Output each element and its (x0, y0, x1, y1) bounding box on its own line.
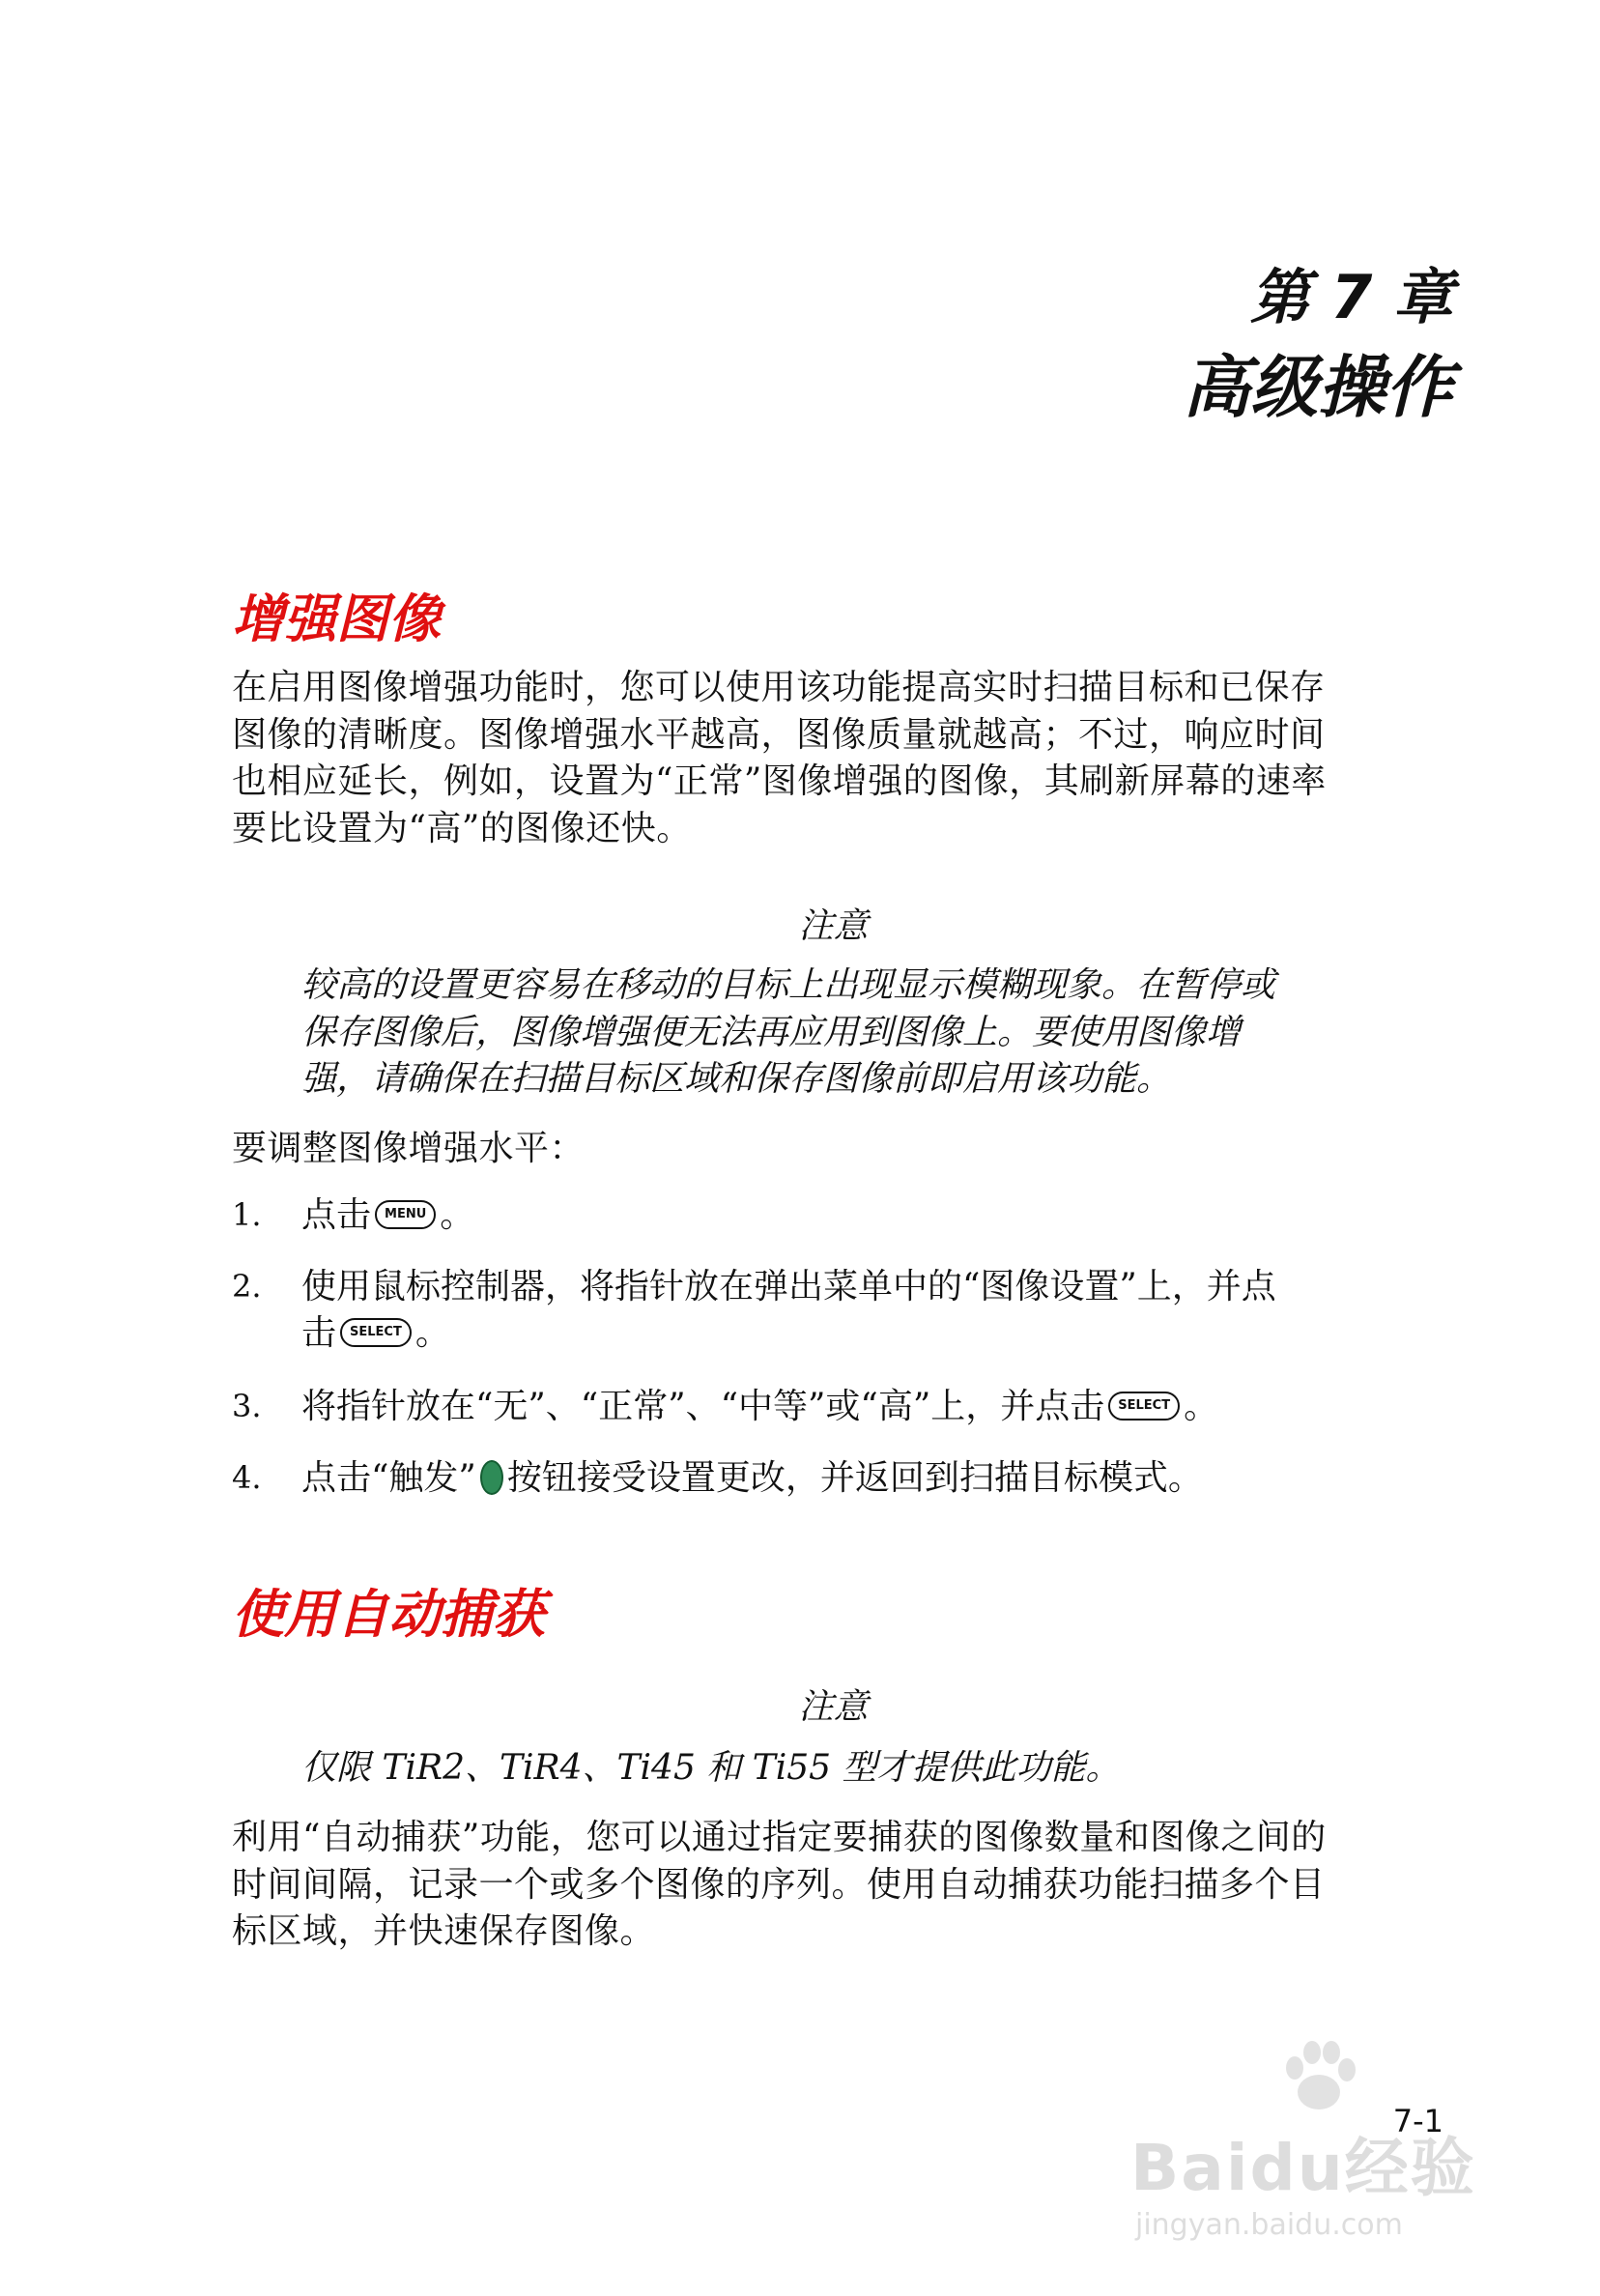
paragraph-line: 时间间隔，记录一个或多个图像的序列。使用自动捕获功能扫描多个目 (232, 1864, 1326, 1905)
trigger-button-icon (480, 1460, 503, 1495)
step-text: 点击 (301, 1195, 372, 1235)
section2-paragraph (232, 1815, 1435, 1956)
select-button-icon: SELECT (1108, 1392, 1180, 1421)
step-text: 。 (414, 1313, 450, 1353)
step-text: 。 (1184, 1387, 1219, 1426)
note-line: 保存图像后，图像增强便无法再应用到图像上。要使用图像增 (301, 1012, 1242, 1052)
note-label: 注意 (798, 1687, 869, 1727)
step-text: 击 (301, 1313, 337, 1353)
paragraph-line: 标区域，并快速保存图像。 (232, 1911, 656, 1951)
step-text: 按钮接受设置更改，并返回到扫描目标模式。 (506, 1458, 1203, 1498)
note-line: 较高的设置更容易在移动的目标上出现显示模糊现象。在暂停或 (301, 965, 1276, 1005)
step-2 (301, 1264, 1403, 1357)
paragraph-line: 要比设置为“高”的图像还快。 (232, 808, 692, 848)
step-text: 。 (440, 1195, 475, 1235)
paragraph-line: 图像的清晰度。图像增强水平越高，图像质量就越高；不过，响应时间 (232, 714, 1326, 755)
section-heading-enhance-image: 增强图像 (232, 588, 441, 649)
page-number: 7-1 (1392, 2103, 1443, 2139)
step-number: 2. (232, 1268, 262, 1305)
step-text: 将指针放在“无”、“正常”、“中等”或“高”上，并点击 (301, 1387, 1105, 1426)
note-text: 仅限 TiR2、TiR4、Ti45 和 Ti55 型才提供此功能。 (301, 1748, 1121, 1788)
note-text (301, 962, 1379, 1104)
note-line: 强，请确保在扫描目标区域和保存图像前即启用该功能。 (301, 1059, 1172, 1099)
watermark-brand: Baidu经验 (1130, 2131, 1476, 2205)
note-label: 注意 (798, 906, 869, 946)
paragraph-line: 利用“自动捕获”功能，您可以通过指定要捕获的图像数量和图像之间的 (232, 1818, 1327, 1857)
step-text: 点击“触发” (301, 1458, 476, 1498)
paragraph-line: 在启用图像增强功能时，您可以使用该功能提高实时扫描目标和已保存 (232, 668, 1326, 707)
paw-logo-icon (1275, 2039, 1362, 2116)
section-heading-auto-capture: 使用自动捕获 (232, 1584, 545, 1645)
step-1 (301, 1192, 1403, 1239)
menu-button-icon: MENU (375, 1200, 436, 1229)
step-3 (301, 1384, 1403, 1430)
step-number: 4. (232, 1459, 262, 1496)
select-button-icon: SELECT (340, 1318, 412, 1347)
step-number: 3. (232, 1388, 262, 1424)
chapter-title: 高级操作 (1183, 348, 1453, 427)
watermark-url: jingyan.baidu.com (1135, 2208, 1403, 2242)
step-text: 使用鼠标控制器，将指针放在弹出菜单中的“图像设置”上，并点 (301, 1267, 1276, 1306)
step-number: 1. (232, 1196, 262, 1233)
steps-intro: 要调整图像增强水平： (232, 1129, 586, 1168)
paragraph-line: 也相应延长，例如，设置为“正常”图像增强的图像，其刷新屏幕的速率 (232, 761, 1327, 801)
section1-paragraph (232, 665, 1435, 852)
step-4 (301, 1455, 1403, 1502)
chapter-number: 第 7 章 (1249, 262, 1453, 332)
